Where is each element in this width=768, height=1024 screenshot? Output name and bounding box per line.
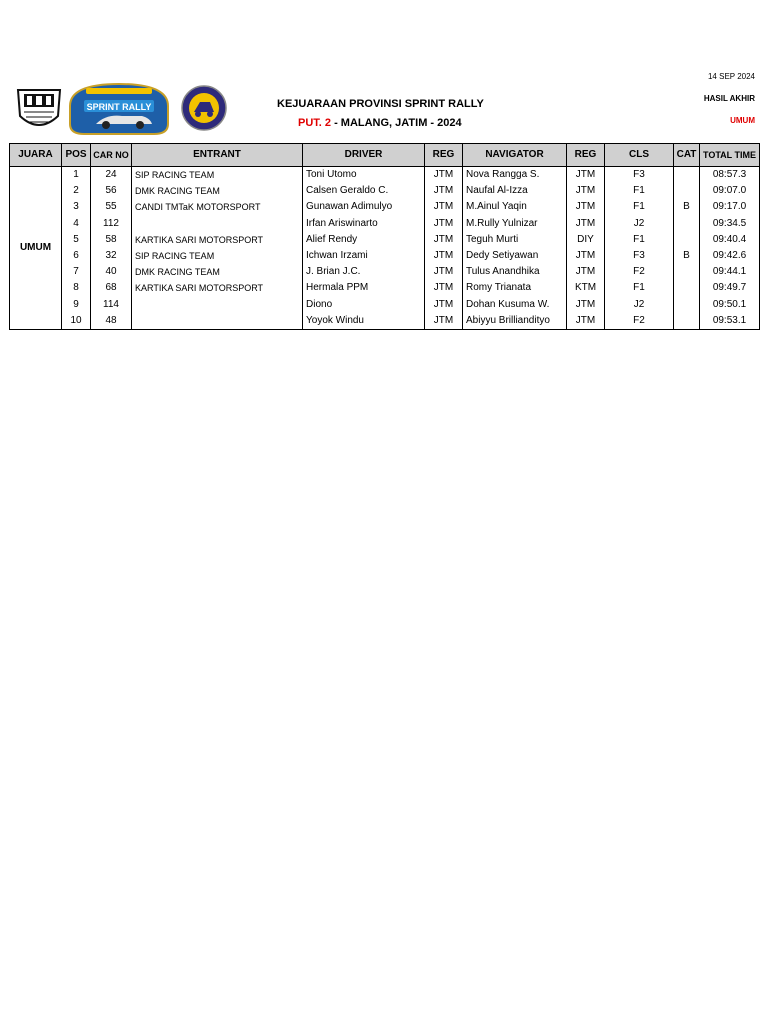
table-row <box>10 183 760 199</box>
cell-car-no: 55 <box>91 199 132 215</box>
col-header-cat: CAT <box>674 144 700 167</box>
cell-total-time: 09:50.1 <box>700 297 760 313</box>
table-row <box>10 280 760 296</box>
cell-cat <box>674 167 700 184</box>
cell-entrant <box>132 216 303 232</box>
table-row <box>10 167 760 184</box>
cell-car-no: 68 <box>91 280 132 296</box>
col-header-driver: DRIVER <box>303 144 425 167</box>
cell-entrant: DMK RACING TEAM <box>132 183 303 199</box>
cell-driver: J. Brian J.C. <box>303 264 425 280</box>
cell-navigator-reg: KTM <box>567 280 605 296</box>
cell-cat <box>674 280 700 296</box>
cell-total-time: 09:34.5 <box>700 216 760 232</box>
cell-cat <box>674 264 700 280</box>
cell-navigator-reg: JTM <box>567 248 605 264</box>
cell-cls: F1 <box>605 199 674 215</box>
cell-total-time: 09:49.7 <box>700 280 760 296</box>
cell-entrant: SIP RACING TEAM <box>132 167 303 184</box>
cell-cat: B <box>674 248 700 264</box>
cell-navigator: Naufal Al-Izza <box>463 183 567 199</box>
cell-car-no: 112 <box>91 216 132 232</box>
cell-entrant: KARTIKA SARI MOTORSPORT <box>132 232 303 248</box>
table-row <box>10 313 760 330</box>
cell-pos: 8 <box>62 280 91 296</box>
jatim-logo-icon <box>180 80 228 138</box>
location-label: - MALANG, JATIM - 2024 <box>331 117 462 129</box>
results-table <box>9 143 760 330</box>
cell-navigator: Romy Trianata <box>463 280 567 296</box>
category-label: UMUM <box>730 116 755 125</box>
cell-pos: 4 <box>62 216 91 232</box>
cell-driver: Alief Rendy <box>303 232 425 248</box>
cell-cat <box>674 216 700 232</box>
table-row <box>10 232 760 248</box>
cell-cls: F3 <box>605 248 674 264</box>
cell-pos: 10 <box>62 313 91 330</box>
cell-driver-reg: JTM <box>425 280 463 296</box>
cell-car-no: 114 <box>91 297 132 313</box>
round-label: PUT. 2 <box>298 117 332 129</box>
cell-car-no: 24 <box>91 167 132 184</box>
table-header-row <box>10 144 760 167</box>
cell-pos: 1 <box>62 167 91 184</box>
col-header-entrant: ENTRANT <box>132 144 303 167</box>
cell-driver-reg: JTM <box>425 297 463 313</box>
cell-cat <box>674 183 700 199</box>
cell-driver-reg: JTM <box>425 248 463 264</box>
cell-navigator: Abiyyu Brilliandityo <box>463 313 567 330</box>
cell-total-time: 09:17.0 <box>700 199 760 215</box>
cell-cat <box>674 313 700 330</box>
cell-driver: Irfan Ariswinarto <box>303 216 425 232</box>
cell-driver-reg: JTM <box>425 167 463 184</box>
cell-cls: F2 <box>605 264 674 280</box>
cell-driver: Yoyok Windu <box>303 313 425 330</box>
cell-pos: 2 <box>62 183 91 199</box>
cell-entrant: KARTIKA SARI MOTORSPORT <box>132 280 303 296</box>
col-header-navigator: NAVIGATOR <box>463 144 567 167</box>
cell-cls: F1 <box>605 183 674 199</box>
col-header-juara: JUARA <box>10 144 62 167</box>
col-header-navigator-reg: REG <box>567 144 605 167</box>
table-row <box>10 216 760 232</box>
cell-navigator-reg: JTM <box>567 183 605 199</box>
cell-car-no: 32 <box>91 248 132 264</box>
cell-navigator: Tulus Anandhika <box>463 264 567 280</box>
cell-car-no: 58 <box>91 232 132 248</box>
cell-navigator: M.Ainul Yaqin <box>463 199 567 215</box>
cell-total-time: 09:42.6 <box>700 248 760 264</box>
cell-driver-reg: JTM <box>425 216 463 232</box>
cell-driver: Diono <box>303 297 425 313</box>
cell-navigator-reg: JTM <box>567 216 605 232</box>
cell-cls: F1 <box>605 280 674 296</box>
cell-navigator: Dedy Setiyawan <box>463 248 567 264</box>
cell-pos: 7 <box>62 264 91 280</box>
sprint-rally-logo-icon <box>66 80 172 136</box>
cell-cat <box>674 297 700 313</box>
cell-driver: Gunawan Adimulyo <box>303 199 425 215</box>
cell-cls: F2 <box>605 313 674 330</box>
cell-cls: J2 <box>605 297 674 313</box>
cell-driver: Ichwan Irzami <box>303 248 425 264</box>
table-row <box>10 297 760 313</box>
col-header-total-time: TOTAL TIME <box>700 144 760 167</box>
cell-driver: Calsen Geraldo C. <box>303 183 425 199</box>
cell-navigator: Nova Rangga S. <box>463 167 567 184</box>
table-row <box>10 248 760 264</box>
cell-car-no: 56 <box>91 183 132 199</box>
cell-entrant <box>132 313 303 330</box>
imi-logo-icon <box>14 84 64 136</box>
cell-navigator-reg: JTM <box>567 297 605 313</box>
cell-pos: 9 <box>62 297 91 313</box>
col-header-driver-reg: REG <box>425 144 463 167</box>
event-title: KEJUARAAN PROVINSI SPRINT RALLY <box>277 98 484 110</box>
cell-driver: Toni Utomo <box>303 167 425 184</box>
table-row <box>10 264 760 280</box>
cell-total-time: 09:40.4 <box>700 232 760 248</box>
cell-driver-reg: JTM <box>425 232 463 248</box>
cell-cat: B <box>674 199 700 215</box>
cell-entrant: DMK RACING TEAM <box>132 264 303 280</box>
result-status: HASIL AKHIR <box>703 94 755 103</box>
cell-car-no: 40 <box>91 264 132 280</box>
cell-driver-reg: JTM <box>425 183 463 199</box>
event-date: 14 SEP 2024 <box>707 72 755 81</box>
cell-cls: J2 <box>605 216 674 232</box>
cell-navigator-reg: JTM <box>567 264 605 280</box>
cell-pos: 3 <box>62 199 91 215</box>
cell-total-time: 08:57.3 <box>700 167 760 184</box>
cell-cat <box>674 232 700 248</box>
cell-navigator: M.Rully Yulnizar <box>463 216 567 232</box>
cell-cls: F3 <box>605 167 674 184</box>
cell-navigator-reg: DIY <box>567 232 605 248</box>
cell-driver-reg: JTM <box>425 199 463 215</box>
cell-driver-reg: JTM <box>425 313 463 330</box>
cell-driver-reg: JTM <box>425 264 463 280</box>
table-row <box>10 199 760 215</box>
cell-navigator-reg: JTM <box>567 199 605 215</box>
cell-pos: 6 <box>62 248 91 264</box>
cell-total-time: 09:07.0 <box>700 183 760 199</box>
cell-total-time: 09:53.1 <box>700 313 760 330</box>
cell-total-time: 09:44.1 <box>700 264 760 280</box>
cell-navigator-reg: JTM <box>567 313 605 330</box>
cell-juara: UMUM <box>10 167 62 330</box>
col-header-pos: POS <box>62 144 91 167</box>
cell-entrant: CANDI TMTaK MOTORSPORT <box>132 199 303 215</box>
cell-navigator: Dohan Kusuma W. <box>463 297 567 313</box>
cell-car-no: 48 <box>91 313 132 330</box>
col-header-car-no: CAR NO <box>91 144 132 167</box>
svg-text:SPRINT RALLY: SPRINT RALLY <box>86 102 152 112</box>
cell-navigator: Teguh Murti <box>463 232 567 248</box>
cell-driver: Hermala PPM <box>303 280 425 296</box>
cell-navigator-reg: JTM <box>567 167 605 184</box>
col-header-cls: CLS <box>605 144 674 167</box>
cell-pos: 5 <box>62 232 91 248</box>
cell-entrant: SIP RACING TEAM <box>132 248 303 264</box>
event-subtitle <box>298 117 462 129</box>
cell-entrant <box>132 297 303 313</box>
cell-cls: F1 <box>605 232 674 248</box>
